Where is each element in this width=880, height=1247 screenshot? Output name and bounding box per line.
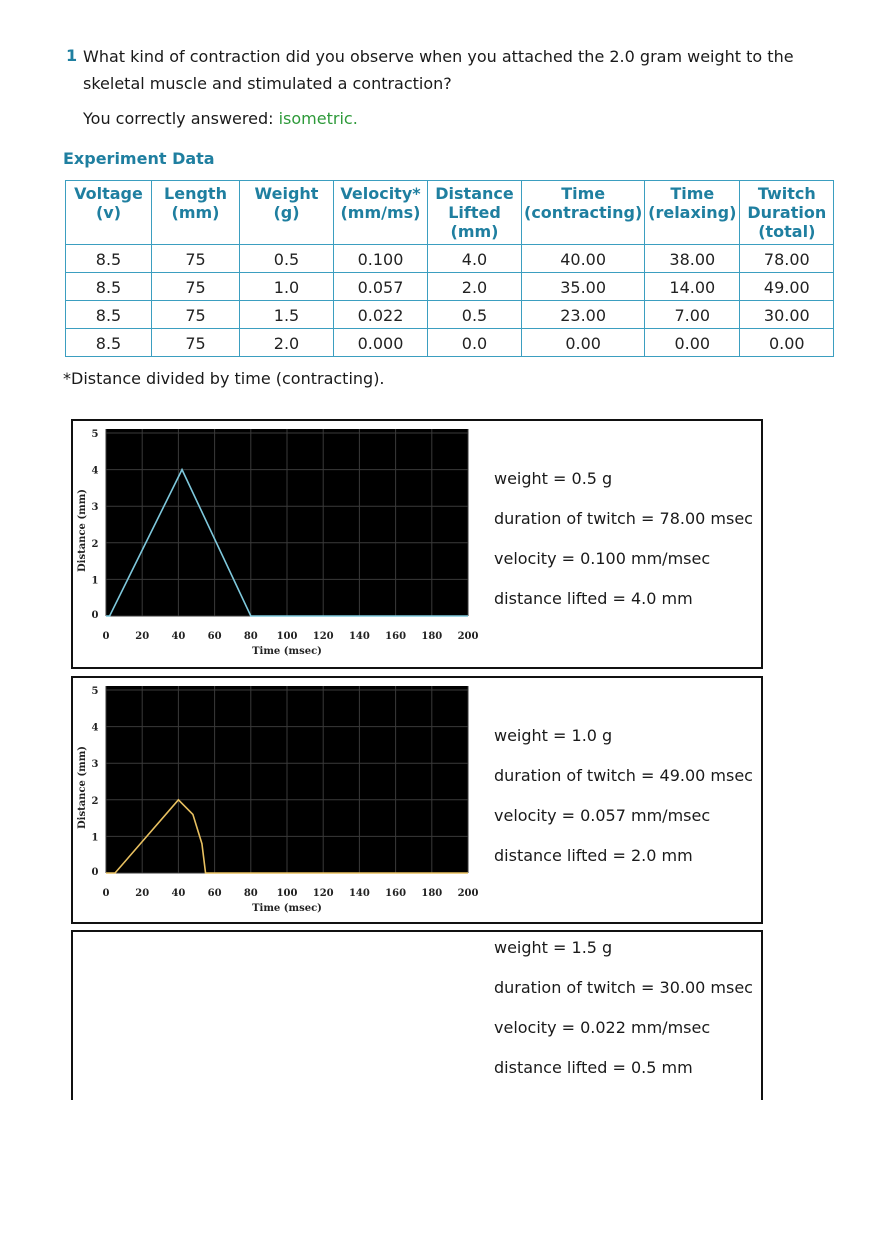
header-distance-lifted xyxy=(428,181,522,245)
velocity-label: velocity = 0.057 mm/msec xyxy=(494,806,711,825)
result-panel-3 xyxy=(71,930,763,1100)
experiment-data-table xyxy=(65,180,834,357)
header-line: Distance xyxy=(435,184,514,203)
header-line: Time xyxy=(561,184,606,203)
duration-label: duration of twitch = 49.00 msec xyxy=(494,766,753,785)
table-footnote: *Distance divided by time (contracting). xyxy=(63,369,385,388)
distance-label: distance lifted = 0.5 mm xyxy=(494,1058,693,1077)
y-tick-label: 4 xyxy=(91,722,99,734)
x-tick-label: 140 xyxy=(348,631,370,642)
x-tick-label: 20 xyxy=(135,631,150,642)
x-tick-label: 40 xyxy=(171,888,186,899)
table-row xyxy=(66,329,834,357)
header-line: Weight xyxy=(254,184,319,203)
question-number: 1 xyxy=(66,46,78,65)
velocity-label: velocity = 0.100 mm/msec xyxy=(494,549,711,568)
header-line: Voltage xyxy=(74,184,143,203)
table-cell: 0.00 xyxy=(522,329,645,357)
x-tick-label: 0 xyxy=(102,631,110,642)
table-cell: 75 xyxy=(152,329,240,357)
header-line: Duration xyxy=(747,203,827,222)
table-cell: 4.0 xyxy=(428,245,522,273)
x-axis-label: Time (msec) xyxy=(252,646,322,657)
question-text: What kind of contraction did you observe when you attached the 2.0 gram weight to the skeletal muscle and stimulated a contraction? xyxy=(83,47,794,93)
velocity-label: velocity = 0.022 mm/msec xyxy=(494,1018,711,1037)
y-tick-label: 4 xyxy=(91,465,99,477)
y-tick-label: 2 xyxy=(91,795,99,807)
result-info-3 xyxy=(494,928,753,1088)
weight-label: weight = 0.5 g xyxy=(494,469,613,488)
y-tick-label: 1 xyxy=(91,575,99,587)
weight-label: weight = 1.5 g xyxy=(494,938,613,957)
header-velocity xyxy=(334,181,428,245)
weight-label: weight = 1.0 g xyxy=(494,726,613,745)
header-line: (mm/ms) xyxy=(340,203,421,222)
table-cell: 40.00 xyxy=(522,245,645,273)
y-axis-label: Distance (mm) xyxy=(77,745,88,830)
result-panel-1 xyxy=(71,419,763,669)
table-cell: 49.00 xyxy=(740,273,834,301)
table-cell: 0.00 xyxy=(740,329,834,357)
result-info-2 xyxy=(494,716,753,876)
table-cell: 23.00 xyxy=(522,301,645,329)
header-line: Time xyxy=(670,184,715,203)
header-weight xyxy=(240,181,334,245)
x-tick-label: 40 xyxy=(171,631,186,642)
y-tick-label: 5 xyxy=(91,686,99,697)
table-row xyxy=(66,273,834,301)
table-cell: 8.5 xyxy=(66,301,152,329)
table-cell: 75 xyxy=(152,273,240,301)
x-tick-label: 140 xyxy=(348,888,370,899)
table-cell: 8.5 xyxy=(66,329,152,357)
header-line: (mm) xyxy=(171,203,220,222)
answer-prefix: You correctly answered: xyxy=(83,109,274,128)
x-tick-label: 100 xyxy=(276,888,298,899)
x-tick-label: 0 xyxy=(102,888,110,899)
x-tick-label: 120 xyxy=(312,631,334,642)
table-cell: 0.022 xyxy=(334,301,428,329)
y-tick-label: 0 xyxy=(91,867,99,878)
y-tick-label: 1 xyxy=(91,832,99,844)
x-axis-label: Time (msec) xyxy=(252,903,322,914)
table-cell: 0.000 xyxy=(334,329,428,357)
duration-label: duration of twitch = 30.00 msec xyxy=(494,978,753,997)
header-line: Length xyxy=(164,184,227,203)
x-tick-label: 120 xyxy=(312,888,334,899)
table-cell: 7.00 xyxy=(645,301,740,329)
table-header-row xyxy=(66,181,834,245)
table-cell: 0.00 xyxy=(645,329,740,357)
x-tick-label: 180 xyxy=(421,888,443,899)
header-line: (mm) xyxy=(450,222,499,241)
header-voltage xyxy=(66,181,152,245)
table-cell: 8.5 xyxy=(66,245,152,273)
twitch-chart-2 xyxy=(73,678,485,922)
y-tick-label: 5 xyxy=(91,429,99,440)
x-tick-label: 100 xyxy=(276,631,298,642)
table-cell: 78.00 xyxy=(740,245,834,273)
result-info-1 xyxy=(494,459,753,619)
x-tick-label: 60 xyxy=(207,631,222,642)
table-cell: 38.00 xyxy=(645,245,740,273)
y-tick-label: 2 xyxy=(91,538,99,550)
table-cell: 0.5 xyxy=(428,301,522,329)
experiment-data-title: Experiment Data xyxy=(63,149,215,168)
table-row xyxy=(66,245,834,273)
header-line: (g) xyxy=(273,203,300,222)
header-line: Twitch xyxy=(757,184,816,203)
header-line: (total) xyxy=(758,222,816,241)
table-cell: 14.00 xyxy=(645,273,740,301)
x-tick-label: 80 xyxy=(243,631,258,642)
result-panel-2 xyxy=(71,676,763,924)
table-row xyxy=(66,301,834,329)
distance-label: distance lifted = 4.0 mm xyxy=(494,589,693,608)
x-tick-label: 80 xyxy=(243,888,258,899)
y-axis-label: Distance (mm) xyxy=(77,488,88,573)
table-cell: 75 xyxy=(152,245,240,273)
header-line: (v) xyxy=(95,203,122,222)
table-cell: 0.100 xyxy=(334,245,428,273)
distance-label: distance lifted = 2.0 mm xyxy=(494,846,693,865)
table-cell: 0.057 xyxy=(334,273,428,301)
header-time-contracting xyxy=(522,181,645,245)
twitch-chart-1 xyxy=(73,421,485,667)
header-time-relaxing xyxy=(645,181,740,245)
x-tick-label: 200 xyxy=(457,631,479,642)
header-line: Velocity* xyxy=(340,184,421,203)
x-tick-label: 20 xyxy=(135,888,150,899)
x-tick-label: 160 xyxy=(385,631,407,642)
table-cell: 1.0 xyxy=(240,273,334,301)
table-cell: 75 xyxy=(152,301,240,329)
answer-value: isometric. xyxy=(278,109,358,128)
y-tick-label: 3 xyxy=(91,502,99,514)
header-length xyxy=(152,181,240,245)
answer-line xyxy=(83,109,358,128)
y-tick-label: 3 xyxy=(91,759,99,771)
header-line: (relaxing) xyxy=(648,203,737,222)
x-tick-label: 60 xyxy=(207,888,222,899)
table-cell: 30.00 xyxy=(740,301,834,329)
table-cell: 0.0 xyxy=(428,329,522,357)
x-tick-label: 160 xyxy=(385,888,407,899)
table-cell: 0.5 xyxy=(240,245,334,273)
x-tick-label: 180 xyxy=(421,631,443,642)
table-cell: 2.0 xyxy=(428,273,522,301)
table-cell: 8.5 xyxy=(66,273,152,301)
y-tick-label: 0 xyxy=(91,610,99,621)
table-cell: 2.0 xyxy=(240,329,334,357)
table-cell: 35.00 xyxy=(522,273,645,301)
table-cell: 1.5 xyxy=(240,301,334,329)
duration-label: duration of twitch = 78.00 msec xyxy=(494,509,753,528)
header-line: (contracting) xyxy=(524,203,643,222)
header-line: Lifted xyxy=(448,203,501,222)
x-tick-label: 200 xyxy=(457,888,479,899)
header-twitch-duration xyxy=(740,181,834,245)
